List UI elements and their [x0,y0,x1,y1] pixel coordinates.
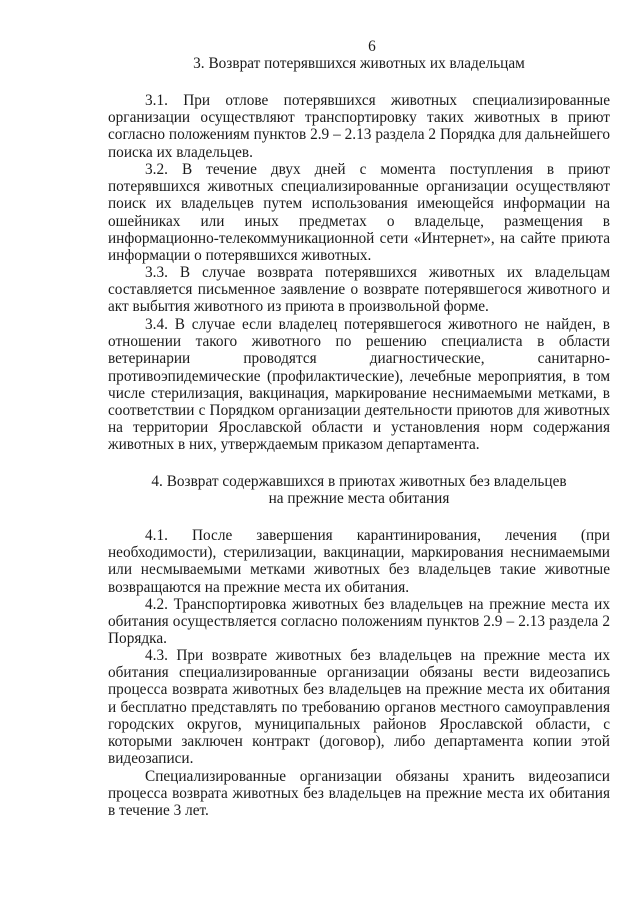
paragraph-4-2: 4.2. Транспортировка животных без владельцев на прежние места их обитания осуществляется согласно положениям пунктов 2.9 – 2.13 раздела 2 Порядка. [108,596,610,648]
section-4-heading-line2: на прежние места обитания [268,490,450,507]
section-3-heading: 3. Возврат потерявшихся животных их владельцам [193,55,525,72]
paragraph-3-2: 3.2. В течение двух дней с момента поступления в приют потерявшихся животных специализированные организации осуществляют поиск их владельцев путем использования имеющейся информации на ошейниках или иных предметах о владельце, размещения в информационно-телекоммуникационной сети «Интернет», на сайте приюта информации о потерявшихся животных. [108,161,610,265]
paragraph-4-3: 4.3. При возврате животных без владельцев на прежние места их обитания специализированные организации обязаны вести видеозапись процесса возврата животных без владельцев на прежние места их обитания и бесплатно представлять по требованию органов местного самоуправления городских округов, муниципальных районов Ярославской области, с которыми заключен контракт (договор), либо департамента копии этой видеозаписи. [108,647,610,768]
section-4-heading-line1: 4. Возврат содержавшихся в приютах животных без владельцев [151,473,567,490]
paragraph-3-3: 3.3. В случае возврата потерявшихся животных их владельцам составляется письменное заявление о возврате потерявшегося животного и акт выбытия животного из приюта в произвольной форме. [108,264,610,316]
paragraph-3-4: 3.4. В случае если владелец потерявшегося животного не найден, в отношении такого животного по решению специалиста в области ветеринарии проводятся диагностические, санитарно-противоэпидемические (профилактические), лечебные мероприятия, в том числе стерилизация, вакцинация, маркирование неснимаемыми метками, в соответствии с Порядком организации деятельности приютов для животных на территории Ярославской области и установления норм содержания животных в них, утверждаемым приказом департамента. [108,316,610,454]
paragraph-4-storage: Специализированные организации обязаны хранить видеозаписи процесса возврата животных без владельцев на прежние места их обитания в течение 3 лет. [108,768,610,820]
paragraph-3-1: 3.1. При отлове потерявшихся животных специализированные организации осуществляют транспортировку таких животных в приют согласно положениям пунктов 2.9 – 2.13 раздела 2 Порядка для дальнейшего поиска их владельцев. [108,92,610,161]
page-number: 6 [368,38,376,55]
paragraph-4-1: 4.1. После завершения карантинирования, лечения (при необходимости), стерилизации, вакцинации, маркирования неснимаемыми или несмываемыми метками животных без владельцев такие животные возвращаются на прежние места их обитания. [108,527,610,596]
